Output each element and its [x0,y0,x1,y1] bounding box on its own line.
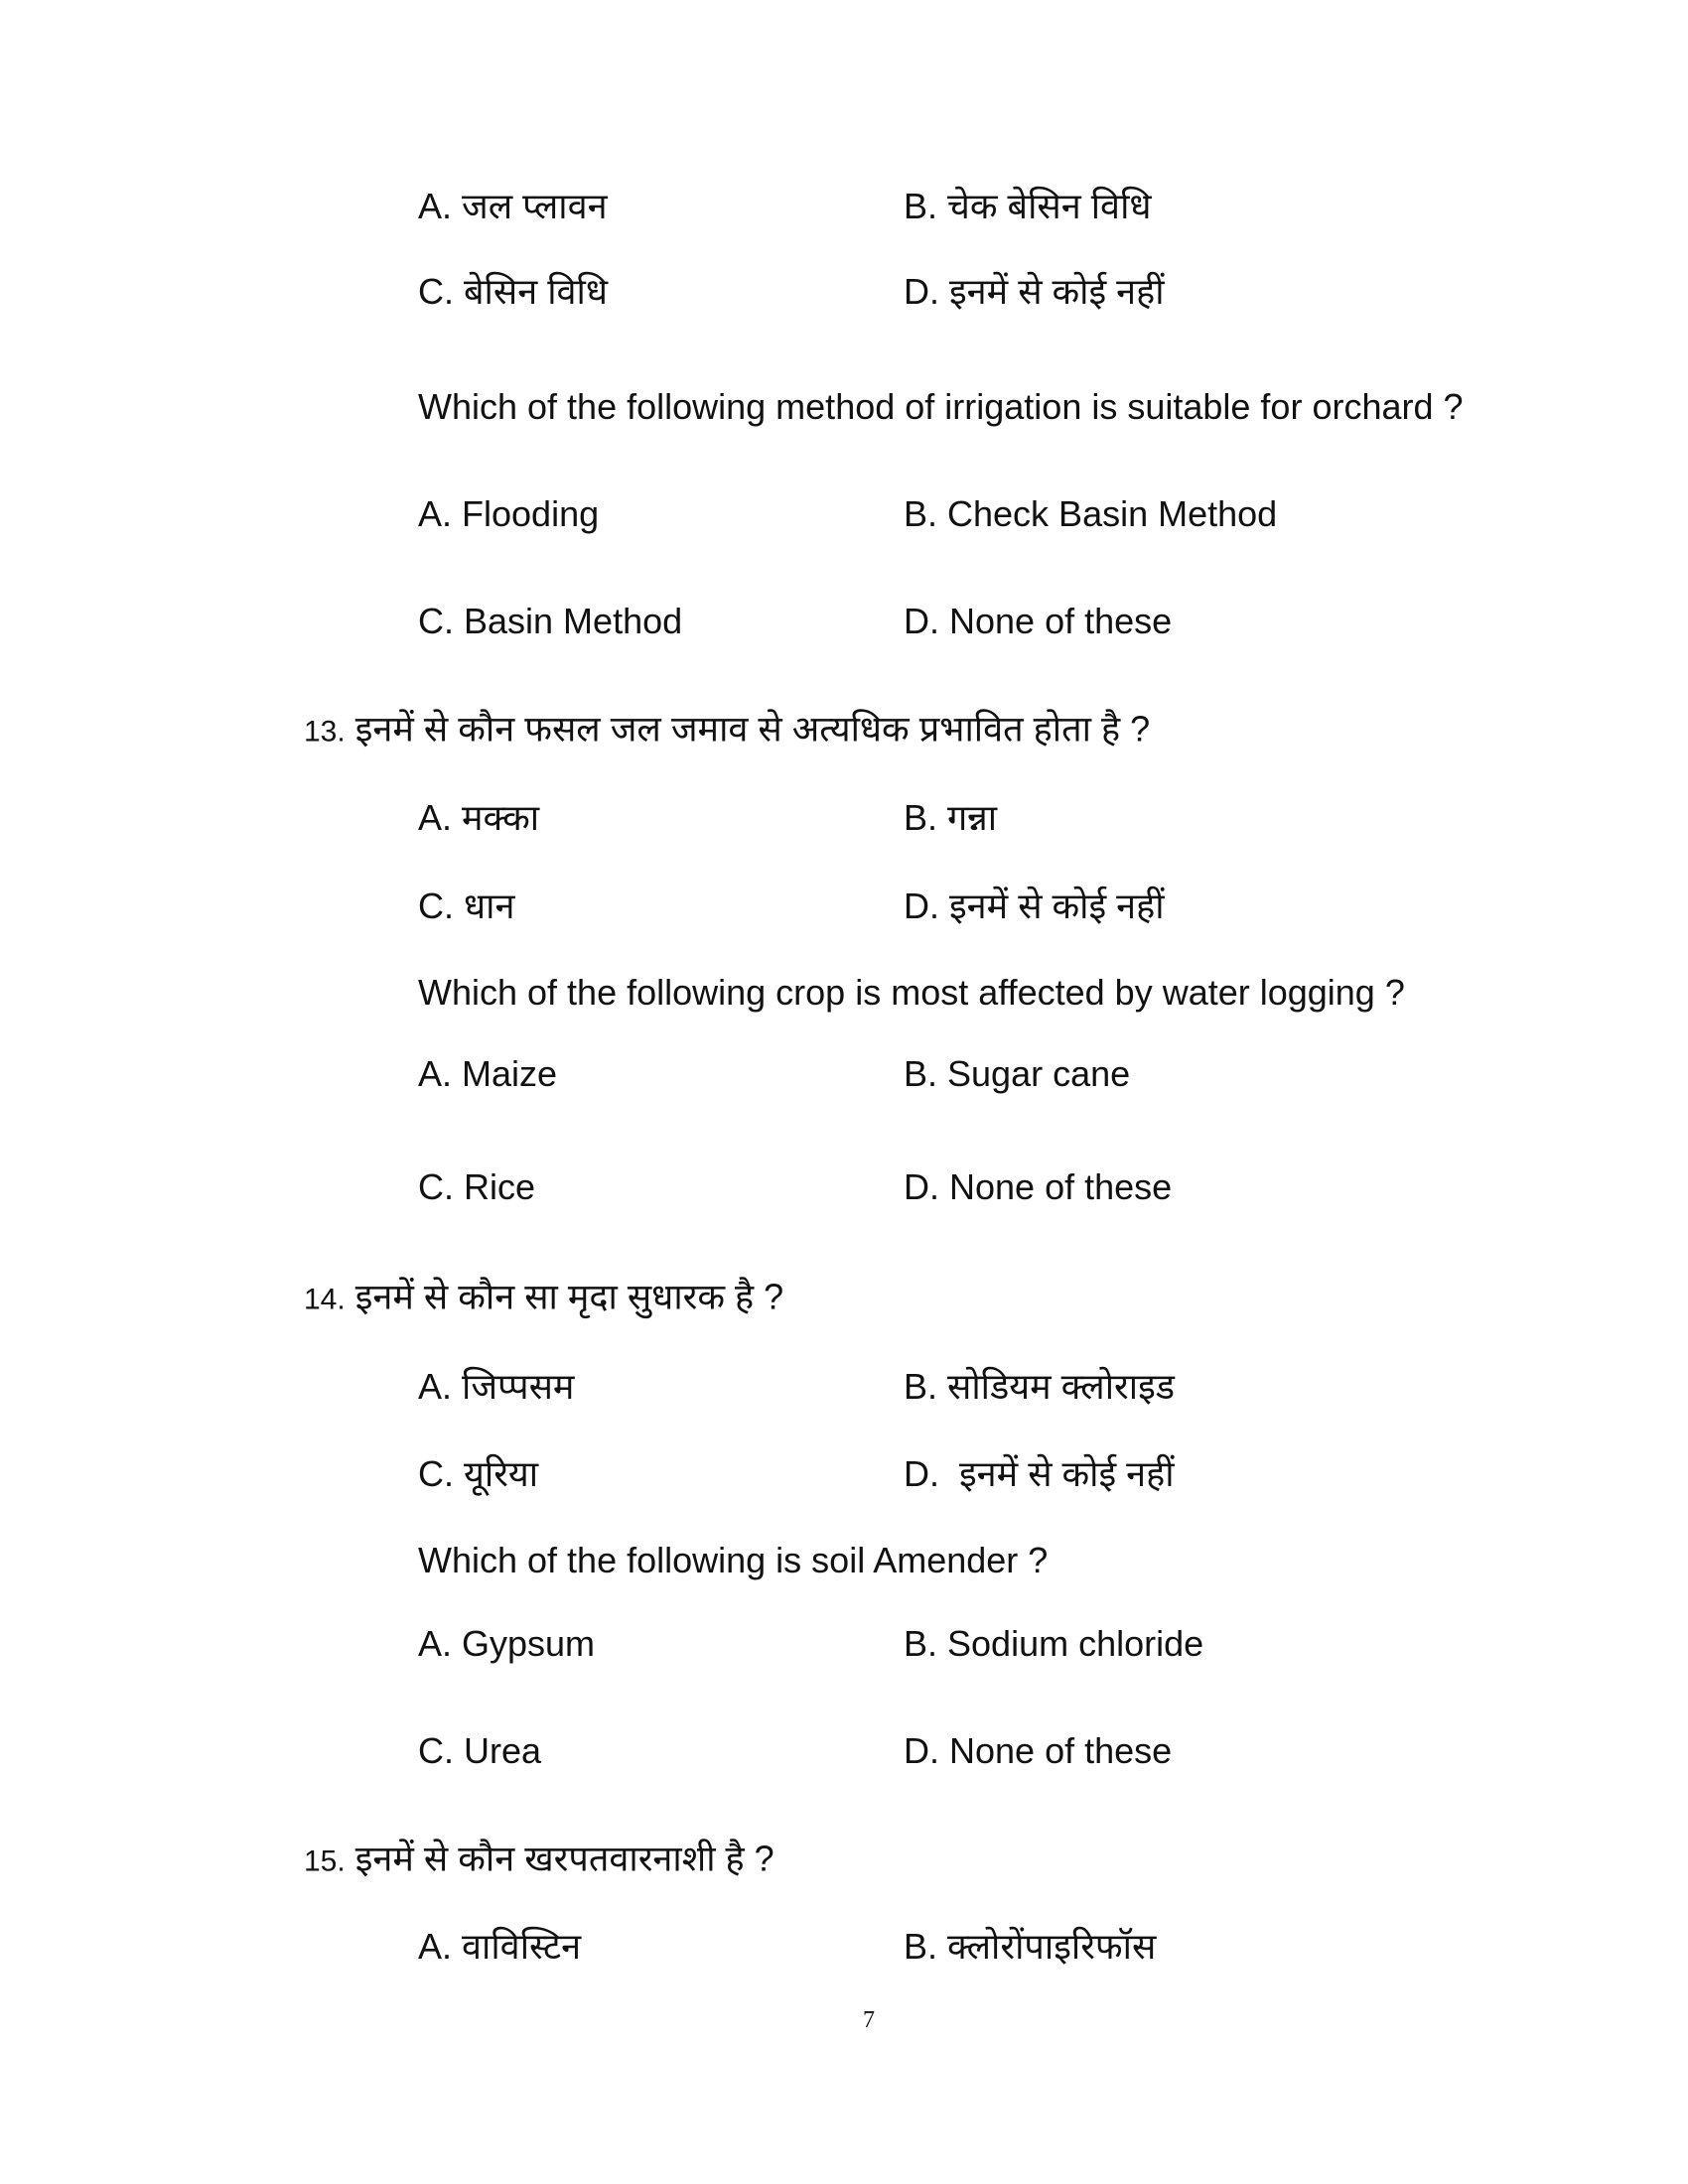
q14-en-option-c: C. Urea [418,1730,542,1771]
q12-en-option-c: C. Basin Method [418,601,683,641]
q13-en-option-a: A. Maize [418,1053,558,1094]
q14-en-option-a: A. Gypsum [418,1623,596,1664]
q14-hi-option-b: B. सोडियम क्लोराइड [904,1366,1176,1407]
q14-hi-option-c: C. यूरिया [418,1453,539,1494]
question-number: 15. [304,1844,346,1878]
q13-hi-question [304,708,1150,754]
q12-en-option-b: B. Check Basin Method [904,493,1278,534]
q13-en-question: Which of the following crop is most affected by water logging ? [418,972,1405,1013]
q15-hi-question [304,1838,774,1884]
q12-en-option-d: D. None of these [904,601,1173,641]
question-text: इनमें से कौन फसल जल जमाव से अत्यधिक प्रभावित होता है ? [354,708,1151,750]
question-number: 13. [304,715,346,749]
q14-hi-question [304,1276,783,1322]
q13-hi-option-c: C. धान [418,886,515,926]
q12-hi-option-d: D. इनमें से कोई नहीं [904,271,1165,312]
q13-hi-option-d: D. इनमें से कोई नहीं [904,886,1165,926]
q13-hi-option-b: B. गन्ना [904,797,998,838]
q14-en-option-b: B. Sodium chloride [904,1623,1204,1664]
q13-hi-option-a: A. मक्का [418,797,540,838]
q14-hi-option-a: A. जिप्पसम [418,1366,575,1407]
q12-hi-option-c: C. बेसिन विधि [418,271,609,312]
q13-en-option-c: C. Rice [418,1166,536,1207]
q14-hi-option-d: D. इनमें से कोई नहीं [904,1453,1175,1494]
question-number: 14. [304,1283,346,1316]
q12-en-option-a: A. Flooding [418,493,600,534]
q12-hi-option-a: A. जल प्लावन [418,186,608,226]
question-text: इनमें से कौन सा मृदा सुधारक है ? [354,1276,784,1317]
q15-hi-option-a: A. वाविस्टिन [418,1926,582,1967]
q14-en-question: Which of the following is soil Amender ? [418,1540,1049,1580]
question-text: इनमें से कौन खरपतवारनाशी है ? [354,1838,774,1879]
q13-en-option-b: B. Sugar cane [904,1053,1131,1094]
q13-en-option-d: D. None of these [904,1166,1173,1207]
q12-hi-option-b: B. चेक बेसिन विधि [904,186,1152,226]
q15-hi-option-b: B. क्लोरोंपाइरिफॉस [904,1926,1157,1967]
q12-en-question: Which of the following method of irrigation is suitable for orchard ? [418,386,1464,427]
q14-en-option-d: D. None of these [904,1730,1173,1771]
page-number: 7 [863,2007,875,2033]
